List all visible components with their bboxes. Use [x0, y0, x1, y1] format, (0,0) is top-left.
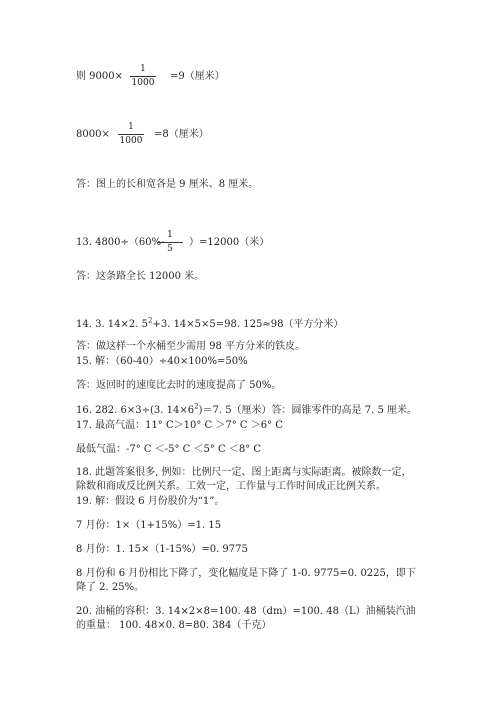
problem-17-line: 17. 最高气温：11° C＞10° C ＞7° C ＞6° C: [76, 420, 283, 431]
equation-suffix: =9（厘米）: [170, 71, 225, 82]
fraction-denominator: 1000: [131, 78, 155, 88]
problem-13-line: [76, 236, 165, 250]
fraction-1-1000: [116, 122, 146, 147]
fraction-bar: [157, 242, 183, 243]
fraction-bar: [130, 76, 156, 77]
problem-16-line: [76, 404, 417, 418]
equation-line-2: [76, 128, 110, 142]
problem-15-line: 15. 解：（60-40）÷40×100%=50%: [76, 356, 248, 367]
fraction-numerator: 1: [140, 64, 146, 74]
fraction-1-1000: [128, 64, 158, 89]
fraction-1-5: [155, 230, 185, 255]
equation-result-1: [170, 70, 225, 84]
fraction-denominator: 5: [167, 244, 173, 254]
text-part: +3. 14×5×5=98. 125≈98（平方分米）: [152, 319, 344, 330]
text-part: 14. 3. 14×2. 5: [76, 319, 148, 330]
equation-prefix: 8000×: [76, 129, 110, 140]
problem-20-paragraph: 20. 油桶的容积：3. 14×2×8=100. 48（dm）=100. 48（L）油桶装汽油的重量： 100. 48×0. 8=80. 384（千克）: [76, 606, 416, 631]
fraction-numerator: 1: [167, 230, 173, 240]
august-line: 8 月份：1. 15×（1-15%）=0. 9775: [76, 544, 248, 555]
equation-line-1: [76, 70, 123, 84]
superscript: 2: [148, 316, 153, 325]
problem-14-line: [76, 318, 343, 332]
fraction-numerator: 1: [128, 122, 134, 132]
equation-result-2: [154, 128, 209, 142]
equation-result-13: [189, 236, 269, 250]
answer-line-1: 答：图上的长和宽各是 9 厘米、8 厘米。: [76, 179, 259, 190]
fraction-bar: [118, 134, 144, 135]
text-part: )＝7. 5（厘米）答：圆锥零件的高是 7. 5 厘米。: [198, 405, 418, 416]
answer-line-15: 答：返回时的速度比去时的速度提高了 50%。: [76, 380, 282, 391]
comparison-paragraph: 8 月份和 6 月份相比下降了，变化幅度是下降了 1-0. 9775=0. 0225，即下降了 2. 25%。: [76, 568, 416, 593]
answer-line-13: 答：这条路全长 12000 米。: [76, 271, 205, 282]
equation-suffix: ）=12000（米）: [189, 237, 270, 248]
equation-suffix: =8（厘米）: [154, 129, 209, 140]
problem-19-line: 19. 解：假设 6 月份股价为“1”。: [76, 496, 225, 507]
problem-18-paragraph: 18. 此题答案很多, 例如：比例尺一定、图上距离与实际距离。被除数一定，除数和商成反比例关系。工效一定，工作量与工作时间成正比例关系。: [76, 467, 412, 492]
july-line: 7 月份：1×（1+15%）=1. 15: [76, 520, 222, 531]
equation-prefix: 则 9000×: [76, 71, 124, 82]
fraction-denominator: 1000: [119, 136, 143, 146]
superscript: 2: [194, 402, 199, 411]
text-part: 16. 282. 6×3÷(3. 14×6: [76, 405, 195, 416]
equation-prefix: 13. 4800÷（60%-: [76, 237, 165, 248]
answer-line-14: 答：做这样一个水桶至少需用 98 平方分米的铁皮。: [76, 341, 306, 352]
min-temperature-line: 最低气温：-7° C ＜-5° C ＜5° C ＜8° C: [76, 444, 262, 455]
